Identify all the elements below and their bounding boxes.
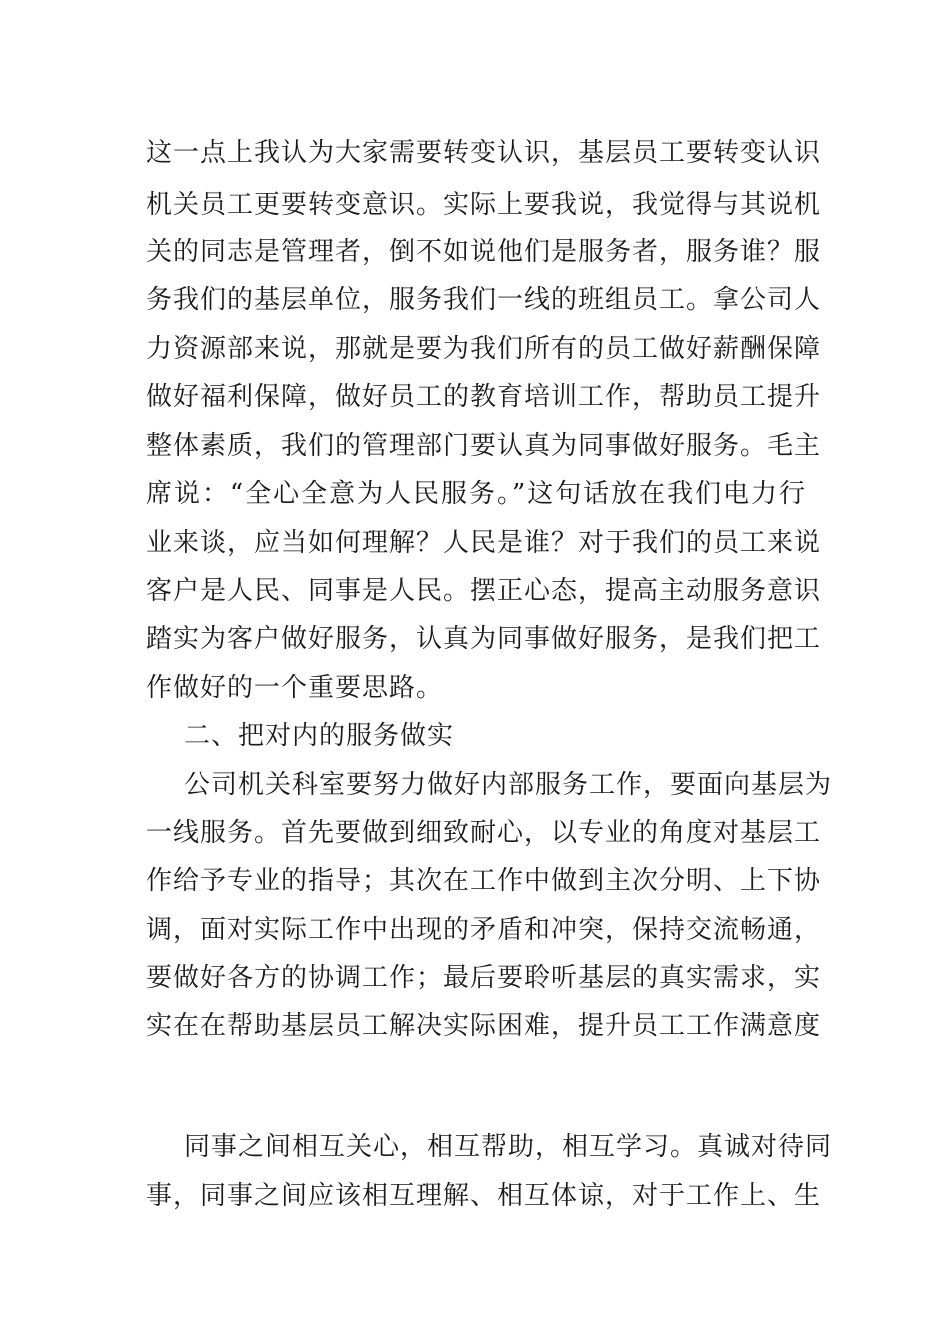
paragraph-line: 同事之间相互关心，相互帮助，相互学习。真诚对待同 bbox=[184, 1132, 833, 1162]
paragraph-line: 调，面对实际工作中出现的矛盾和冲突，保持交流畅通， bbox=[146, 915, 822, 945]
paragraph-line: 实在在帮助基层员工解决实际困难，提升员工工作满意度 bbox=[146, 1011, 822, 1041]
paragraph-line: 力资源部来说，那就是要为我们所有的员工做好薪酬保障 bbox=[146, 334, 822, 364]
paragraph-line: 机关员工更要转变意识。实际上要我说，我觉得与其说机 bbox=[146, 190, 822, 220]
paragraph-line: 一线服务。首先要做到细致耐心，以专业的角度对基层工 bbox=[146, 818, 822, 848]
paragraph-line: 关的同志是管理者，倒不如说他们是服务者，服务谁？服 bbox=[146, 237, 822, 267]
paragraph-line: 作做好的一个重要思路。 bbox=[146, 673, 444, 703]
paragraph-line: 席说：“全心全意为人民服务。”这句话放在我们电力行 bbox=[146, 479, 806, 509]
paragraph-line: 业来谈，应当如何理解？人民是谁？对于我们的员工来说 bbox=[146, 528, 822, 558]
paragraph-line: 作给予专业的指导；其次在工作中做到主次分明、上下协 bbox=[146, 866, 822, 896]
paragraph-line: 要做好各方的协调工作；最后要聆听基层的真实需求，实 bbox=[146, 963, 822, 993]
paragraph-line: 务我们的基层单位，服务我们一线的班组员工。拿公司人 bbox=[146, 285, 822, 315]
section-heading: 二、把对内的服务做实 bbox=[184, 721, 455, 751]
paragraph-line: 这一点上我认为大家需要转变认识，基层员工要转变认识 bbox=[146, 138, 822, 168]
paragraph-line: 做好福利保障，做好员工的教育培训工作，帮助员工提升 bbox=[146, 382, 822, 412]
paragraph-line: 整体素质，我们的管理部门要认真为同事做好服务。毛主 bbox=[146, 431, 822, 461]
paragraph-line: 公司机关科室要努力做好内部服务工作，要面向基层为 bbox=[184, 770, 833, 800]
paragraph-line: 客户是人民、同事是人民。摆正心态，提高主动服务意识 bbox=[146, 576, 822, 606]
paragraph-line: 事，同事之间应该相互理解、相互体谅，对于工作上、生 bbox=[146, 1181, 822, 1211]
paragraph-line: 踏实为客户做好服务，认真为同事做好服务，是我们把工 bbox=[146, 624, 822, 654]
